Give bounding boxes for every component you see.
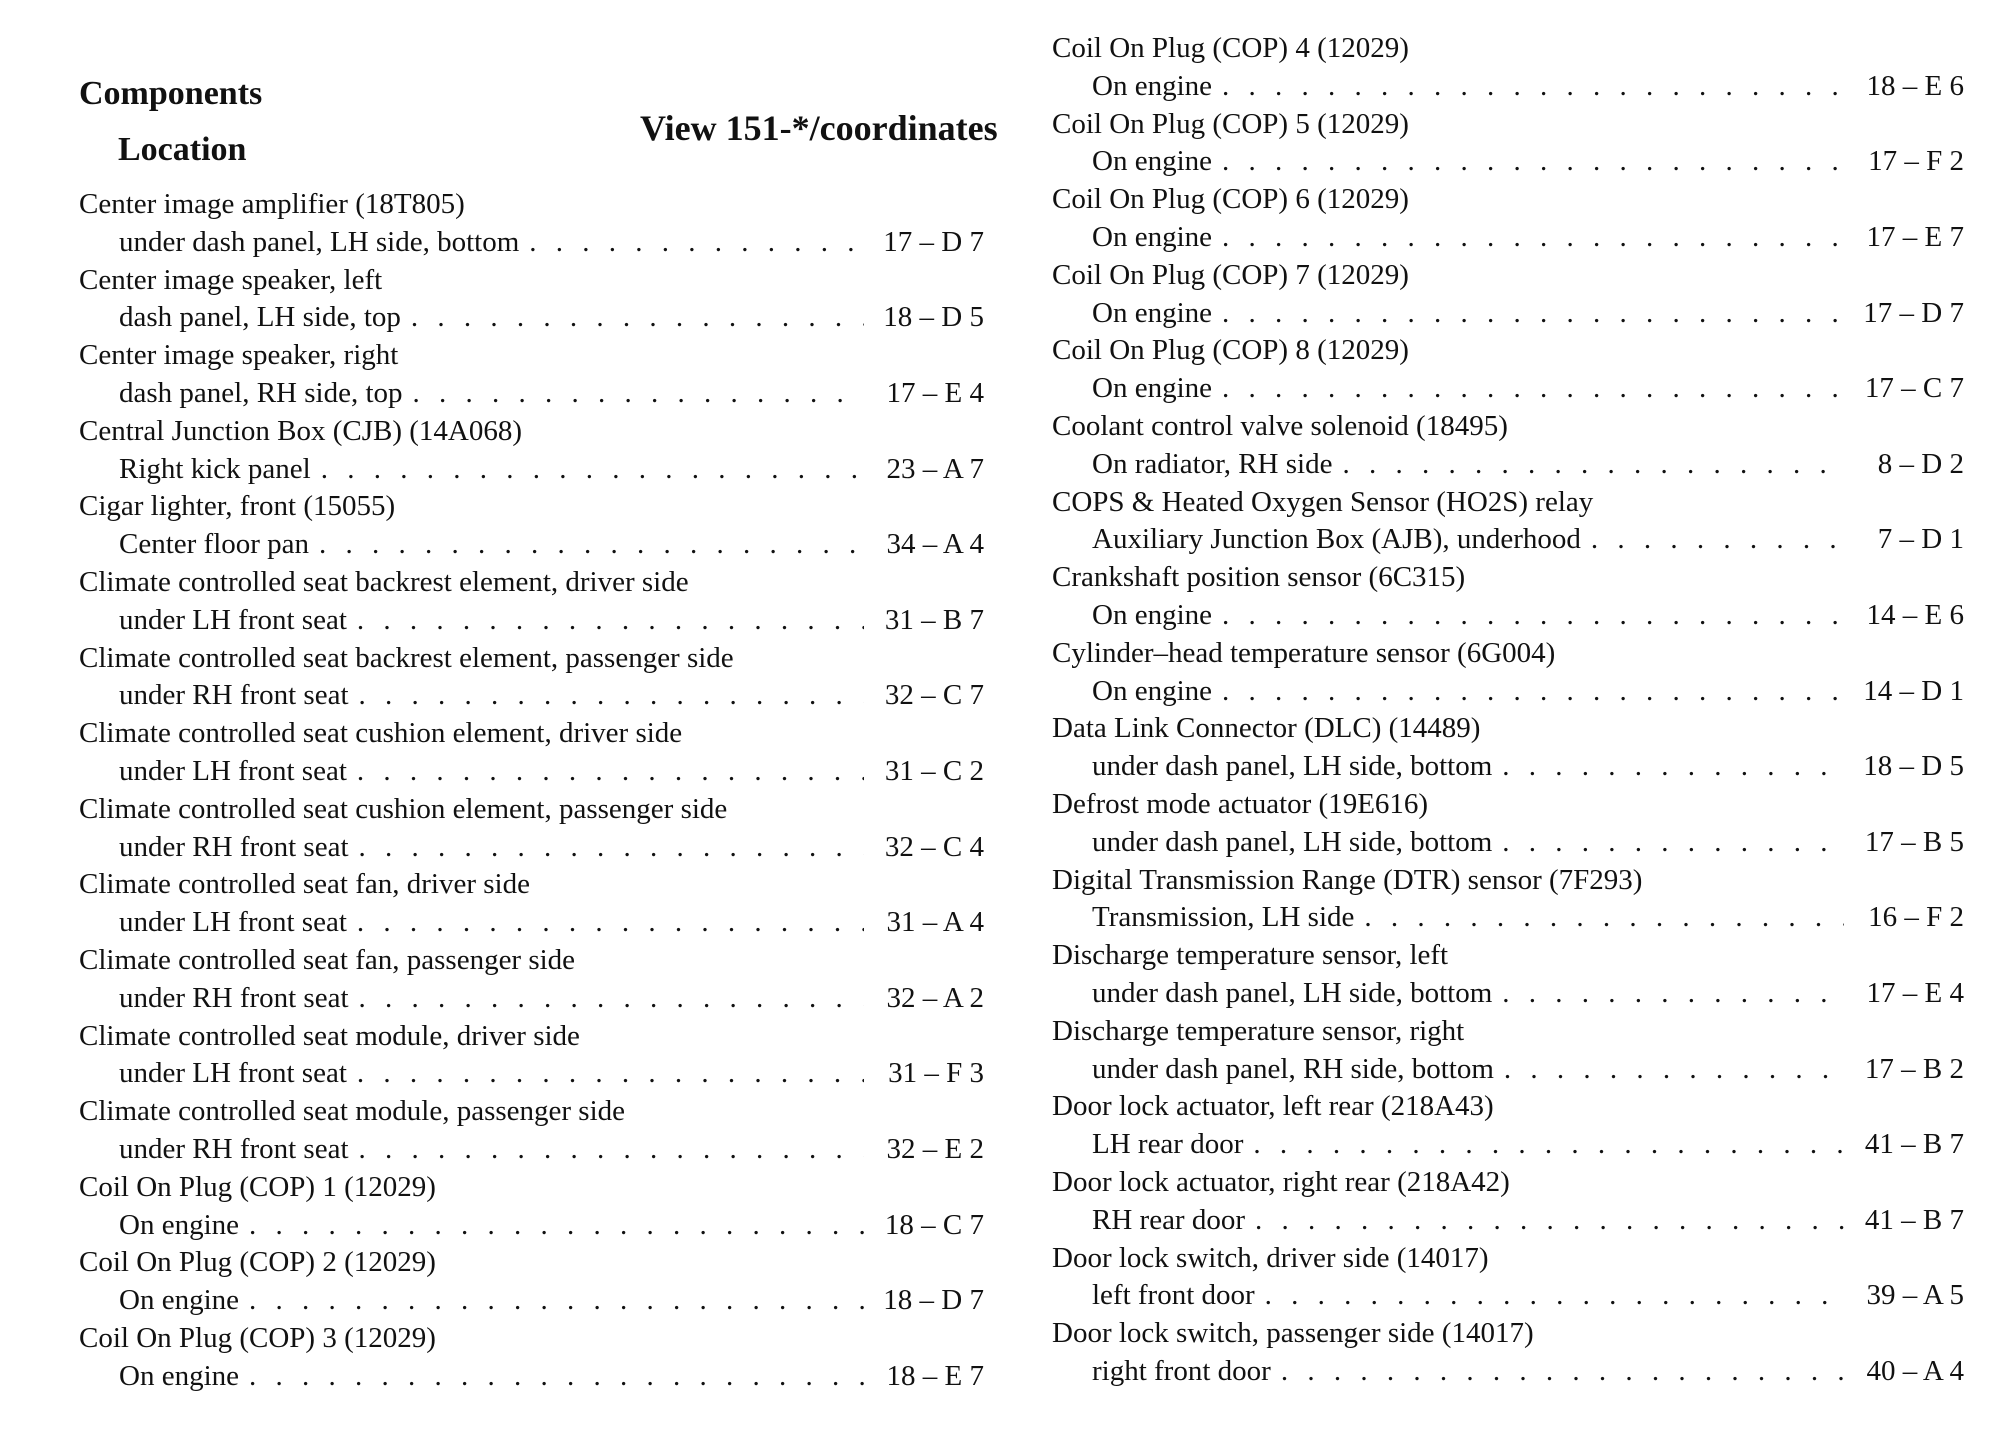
component-entry: [79, 337, 984, 413]
component-entry: [1052, 1240, 1964, 1316]
component-location: On engine: [119, 1284, 239, 1317]
component-name: Coil On Plug (COP) 6 (12029): [1052, 183, 1409, 216]
component-name: Data Link Connector (DLC) (14489): [1052, 712, 1481, 745]
dot-leader: [1255, 1202, 1844, 1240]
component-entry: [1052, 332, 1964, 408]
component-location-line: [1052, 1353, 1964, 1391]
component-name: Door lock switch, passenger side (14017): [1052, 1317, 1534, 1350]
component-name: Discharge temperature sensor, left: [1052, 939, 1449, 972]
component-location-line: [79, 224, 984, 262]
component-entry: [1052, 1164, 1964, 1240]
dot-leader: [1222, 295, 1844, 333]
component-coordinate: 40 – A 4: [1866, 1354, 1964, 1387]
heading-location: Location: [118, 131, 247, 168]
component-name: Climate controlled seat fan, passenger side: [79, 943, 576, 976]
dot-leader: [321, 451, 864, 489]
component-coordinate: 17 – E 7: [1866, 220, 1964, 253]
component-coordinate: 18 – D 5: [883, 301, 984, 334]
component-location: On engine: [1092, 145, 1212, 178]
component-name: Coil On Plug (COP) 2 (12029): [79, 1246, 436, 1279]
component-location-line: [1052, 899, 1964, 937]
component-coordinate: 18 – D 5: [1863, 750, 1964, 783]
component-coordinate: 41 – B 7: [1864, 1203, 1964, 1236]
component-name: Climate controlled seat module, passenger side: [79, 1095, 626, 1128]
component-coordinate: 23 – A 7: [886, 452, 984, 485]
component-entry: [1052, 937, 1964, 1013]
component-name: Climate controlled seat fan, driver side: [79, 868, 530, 901]
component-name: Central Junction Box (CJB) (14A068): [79, 414, 523, 447]
component-location-line: [1052, 673, 1964, 711]
component-name: Coil On Plug (COP) 5 (12029): [1052, 107, 1409, 140]
left-column-list: [79, 186, 984, 1396]
component-coordinate: 31 – F 3: [888, 1057, 984, 1090]
component-location-line: [1052, 597, 1964, 635]
component-entry: [1052, 106, 1964, 182]
component-name: Center image speaker, left: [79, 263, 383, 296]
component-name: Coil On Plug (COP) 4 (12029): [1052, 32, 1409, 64]
component-location-line: [79, 451, 984, 489]
component-location-line: [1052, 975, 1964, 1013]
component-location: under dash panel, LH side, bottom: [119, 225, 520, 258]
dot-leader: [357, 753, 864, 791]
component-coordinate: 7 – D 1: [1877, 523, 1964, 556]
component-location-line: [1052, 295, 1964, 333]
component-location: On engine: [1092, 69, 1212, 102]
component-entry: [1052, 181, 1964, 257]
component-location-line: [79, 904, 984, 942]
component-location-line: [79, 602, 984, 640]
component-entry: [1052, 484, 1964, 560]
component-name: Center image amplifier (18T805): [79, 188, 465, 220]
component-location: under LH front seat: [119, 603, 347, 636]
component-entry: [79, 715, 984, 791]
dot-leader: [357, 1055, 864, 1093]
component-entry: [79, 942, 984, 1018]
component-location: Transmission, LH side: [1092, 901, 1355, 934]
dot-leader: [357, 602, 864, 640]
component-location: under dash panel, LH side, bottom: [1092, 825, 1493, 858]
dot-leader: [1502, 824, 1844, 862]
component-location: Center floor pan: [119, 528, 310, 561]
component-entry: [79, 1169, 984, 1245]
component-location: under dash panel, RH side, bottom: [1092, 1052, 1494, 1085]
dot-leader: [357, 904, 864, 942]
component-entry: [79, 413, 984, 489]
dot-leader: [1281, 1353, 1844, 1391]
dot-leader: [359, 829, 864, 867]
right-column-list: [1052, 30, 1964, 1391]
component-name: Door lock actuator, left rear (218A43): [1052, 1090, 1494, 1123]
component-location: under RH front seat: [119, 981, 349, 1014]
component-location: under LH front seat: [119, 754, 347, 787]
component-name: Climate controlled seat backrest element, passenger side: [79, 641, 734, 674]
component-coordinate: 41 – B 7: [1864, 1128, 1964, 1161]
component-name: Coolant control valve solenoid (18495): [1052, 409, 1508, 442]
component-coordinate: 18 – D 7: [883, 1284, 984, 1317]
component-name: Crankshaft position sensor (6C315): [1052, 561, 1466, 594]
dot-leader: [1253, 1126, 1844, 1164]
component-entry: [1052, 710, 1964, 786]
component-name: COPS & Heated Oxygen Sensor (HO2S) relay: [1052, 485, 1594, 518]
component-location-line: [79, 1131, 984, 1169]
component-location-line: [1052, 1277, 1964, 1315]
component-entry: [1052, 862, 1964, 938]
dot-leader: [413, 375, 864, 413]
dot-leader: [359, 980, 864, 1018]
component-name: Climate controlled seat cushion element, passenger side: [79, 792, 728, 825]
component-name: Door lock switch, driver side (14017): [1052, 1241, 1489, 1274]
component-location-line: [79, 375, 984, 413]
dot-leader: [1222, 68, 1844, 106]
heading-view-coordinates: View 151-*/coordinates: [640, 108, 998, 148]
component-name: Defrost mode actuator (19E616): [1052, 787, 1429, 820]
component-coordinate: 31 – A 4: [886, 906, 984, 939]
component-location: under RH front seat: [119, 1132, 349, 1165]
component-entry: [79, 1320, 984, 1396]
component-coordinate: 32 – C 7: [884, 679, 984, 712]
dot-leader: [1502, 748, 1844, 786]
component-entry: [1052, 30, 1964, 106]
dot-leader: [319, 526, 864, 564]
component-entry: [79, 1244, 984, 1320]
component-entry: [1052, 786, 1964, 862]
dot-leader: [1265, 1277, 1844, 1315]
component-location: Auxiliary Junction Box (AJB), underhood: [1092, 523, 1581, 556]
component-location-line: [1052, 370, 1964, 408]
component-coordinate: 8 – D 2: [1877, 447, 1964, 480]
component-entry: [79, 640, 984, 716]
component-entry: [79, 186, 984, 262]
component-entry: [1052, 1315, 1964, 1391]
component-name: Center image speaker, right: [79, 339, 399, 372]
component-entry: [1052, 408, 1964, 484]
component-location: under dash panel, LH side, bottom: [1092, 750, 1493, 783]
component-location: under RH front seat: [119, 830, 349, 863]
dot-leader: [1222, 370, 1844, 408]
component-location: under LH front seat: [119, 906, 347, 939]
dot-leader: [359, 1131, 864, 1169]
component-location-line: [1052, 219, 1964, 257]
dot-leader: [1222, 673, 1844, 711]
component-location-line: [1052, 1051, 1964, 1089]
component-entry: [1052, 559, 1964, 635]
component-name: Cylinder–head temperature sensor (6G004): [1052, 636, 1556, 669]
component-location-line: [79, 1358, 984, 1396]
component-coordinate: 17 – C 7: [1864, 372, 1964, 405]
component-location-line: [1052, 824, 1964, 862]
dot-leader: [249, 1207, 864, 1245]
component-name: Door lock actuator, right rear (218A42): [1052, 1165, 1510, 1198]
component-coordinate: 18 – E 7: [886, 1359, 984, 1392]
component-name: Climate controlled seat module, driver side: [79, 1019, 580, 1052]
component-location: right front door: [1092, 1354, 1271, 1387]
component-location: On engine: [119, 1208, 239, 1241]
component-location-line: [79, 677, 984, 715]
component-coordinate: 32 – C 4: [884, 830, 984, 863]
component-location-line: [1052, 748, 1964, 786]
component-location: LH rear door: [1092, 1128, 1244, 1161]
component-location: left front door: [1092, 1279, 1255, 1312]
component-name: Climate controlled seat cushion element, driver side: [79, 717, 683, 750]
component-location: RH rear door: [1092, 1203, 1246, 1236]
component-name: Coil On Plug (COP) 7 (12029): [1052, 258, 1409, 291]
component-location: On engine: [1092, 372, 1212, 405]
component-location: under LH front seat: [119, 1057, 347, 1090]
dot-leader: [249, 1282, 864, 1320]
dot-leader: [1222, 143, 1844, 181]
component-location-line: [1052, 68, 1964, 106]
component-location: dash panel, RH side, top: [119, 376, 403, 409]
component-entry: [79, 262, 984, 338]
component-location: On engine: [1092, 296, 1212, 329]
component-location-line: [79, 1207, 984, 1245]
component-location: under RH front seat: [119, 679, 349, 712]
component-location: dash panel, LH side, top: [119, 301, 401, 334]
heading-components: Components: [79, 75, 263, 112]
component-location-line: [1052, 143, 1964, 181]
component-coordinate: 32 – E 2: [886, 1132, 984, 1165]
component-name: Coil On Plug (COP) 3 (12029): [79, 1321, 436, 1354]
component-coordinate: 16 – F 2: [1868, 901, 1964, 934]
component-coordinate: 34 – A 4: [886, 528, 984, 561]
component-entry: [1052, 1013, 1964, 1089]
dot-leader: [1504, 1051, 1844, 1089]
dot-leader: [1222, 219, 1844, 257]
component-coordinate: 17 – B 5: [1864, 825, 1964, 858]
component-coordinate: 31 – B 7: [884, 603, 984, 636]
component-entry: [79, 791, 984, 867]
component-name: Cigar lighter, front (15055): [79, 490, 396, 523]
component-location: On engine: [1092, 220, 1212, 253]
component-coordinate: 14 – D 1: [1863, 674, 1964, 707]
component-location-line: [79, 753, 984, 791]
component-location-line: [79, 1055, 984, 1093]
component-entry: [79, 866, 984, 942]
component-entry: [79, 488, 984, 564]
component-location: On engine: [1092, 598, 1212, 631]
component-location-line: [79, 526, 984, 564]
dot-leader: [1222, 597, 1844, 635]
component-name: Coil On Plug (COP) 8 (12029): [1052, 334, 1409, 367]
component-entry: [79, 564, 984, 640]
component-entry: [79, 1018, 984, 1094]
dot-leader: [1364, 899, 1844, 937]
component-location-line: [1052, 1126, 1964, 1164]
component-location-line: [79, 829, 984, 867]
dot-leader: [1502, 975, 1844, 1013]
component-location: under dash panel, LH side, bottom: [1092, 976, 1493, 1009]
component-coordinate: 32 – A 2: [886, 981, 984, 1014]
component-name: Climate controlled seat backrest element, driver side: [79, 565, 689, 598]
component-location-line: [1052, 521, 1964, 559]
component-coordinate: 17 – B 2: [1864, 1052, 1964, 1085]
component-entry: [1052, 1088, 1964, 1164]
dot-leader: [411, 299, 864, 337]
component-location-line: [79, 980, 984, 1018]
dot-leader: [529, 224, 864, 262]
component-coordinate: 17 – E 4: [1866, 976, 1964, 1009]
component-coordinate: 17 – E 4: [886, 376, 984, 409]
component-entry: [1052, 257, 1964, 333]
component-location: Right kick panel: [119, 452, 311, 485]
dot-leader: [359, 677, 864, 715]
component-name: Coil On Plug (COP) 1 (12029): [79, 1170, 436, 1203]
component-coordinate: 31 – C 2: [884, 754, 984, 787]
dot-leader: [1342, 446, 1844, 484]
component-location-line: [1052, 446, 1964, 484]
component-location: On engine: [1092, 674, 1212, 707]
component-location-line: [79, 299, 984, 337]
component-coordinate: 18 – E 6: [1866, 69, 1964, 102]
dot-leader: [1591, 521, 1844, 559]
component-coordinate: 17 – D 7: [1863, 296, 1964, 329]
component-location: On radiator, RH side: [1092, 447, 1333, 480]
component-coordinate: 14 – E 6: [1866, 598, 1964, 631]
component-coordinate: 17 – F 2: [1868, 145, 1964, 178]
component-location: On engine: [119, 1359, 239, 1392]
component-name: Digital Transmission Range (DTR) sensor (7F293): [1052, 863, 1643, 896]
component-coordinate: 17 – D 7: [883, 225, 984, 258]
component-entry: [79, 1093, 984, 1169]
component-coordinate: 18 – C 7: [884, 1208, 984, 1241]
dot-leader: [249, 1358, 864, 1396]
component-location-line: [1052, 1202, 1964, 1240]
component-coordinate: 39 – A 5: [1866, 1279, 1964, 1312]
component-name: Discharge temperature sensor, right: [1052, 1014, 1465, 1047]
component-entry: [1052, 635, 1964, 711]
component-location-line: [79, 1282, 984, 1320]
